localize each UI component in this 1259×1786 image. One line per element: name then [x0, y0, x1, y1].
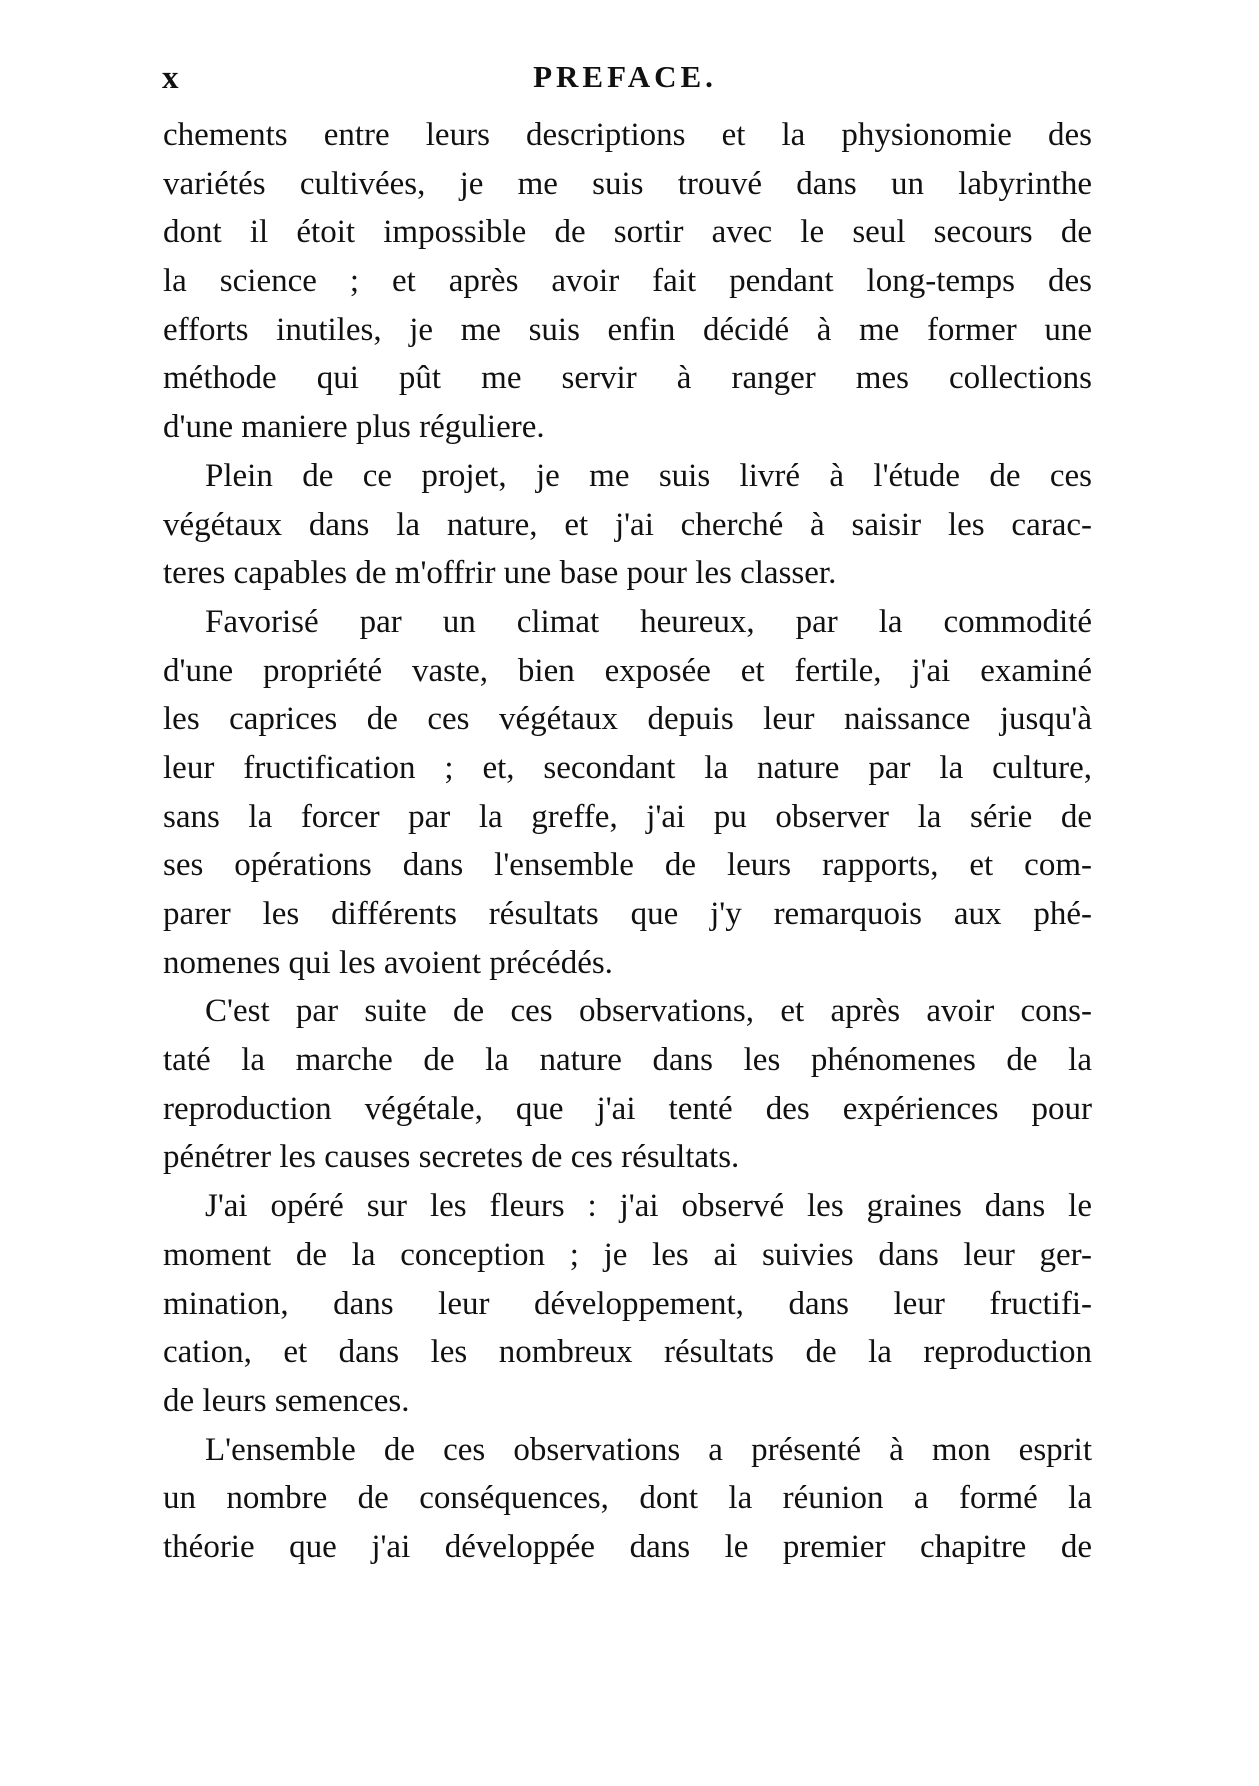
text-line: moment de la conception ; je les ai suivies dans leur ger- — [163, 1236, 1092, 1273]
text-line: parer les différents résultats que j'y remarquois aux phé- — [163, 896, 1092, 932]
text-line: végétaux dans la nature, et j'ai cherché à saisir les carac- — [163, 506, 1092, 543]
text-line: de leurs semences. — [163, 1382, 410, 1419]
text-line: sans la forcer par la greffe, j'ai pu observer la série de — [163, 798, 1092, 835]
text-line: C'est par suite de ces observations, et après avoir cons- — [205, 993, 1092, 1030]
text-line: J'ai opéré sur les fleurs : j'ai observé les graines dans le — [205, 1188, 1092, 1225]
text-line: taté la marche de la nature dans les phénomenes de la — [163, 1042, 1092, 1079]
text-line: un nombre de conséquences, dont la réunion a formé la — [163, 1480, 1092, 1517]
text-line: théorie que j'ai développée dans le premier chapitre de — [163, 1528, 1092, 1565]
page-number: x — [162, 60, 179, 96]
paragraph — [163, 598, 1092, 988]
paragraph — [163, 111, 1092, 452]
body-text — [163, 111, 1092, 1572]
paragraph — [163, 1182, 1092, 1425]
text-line: d'une propriété vaste, bien exposée et fertile, j'ai examiné — [163, 652, 1092, 689]
text-line: teres capables de m'offrir une base pour les classer. — [163, 555, 837, 592]
text-line: Favorisé par un climat heureux, par la commodité — [205, 603, 1092, 640]
text-line: efforts inutiles, je me suis enfin décidé à me former une — [163, 311, 1092, 348]
paragraph — [163, 1426, 1092, 1572]
page-header — [160, 54, 1090, 102]
text-line: reproduction végétale, que j'ai tenté des expériences pour — [163, 1090, 1092, 1127]
paragraph — [163, 987, 1092, 1182]
paragraph — [163, 452, 1092, 598]
text-line: les caprices de ces végétaux depuis leur naissance jusqu'à — [163, 701, 1092, 738]
text-line: dont il étoit impossible de sortir avec le seul secours de — [163, 214, 1092, 251]
text-line: méthode qui pût me servir à ranger mes collections — [163, 360, 1092, 397]
text-line: L'ensemble de ces observations a présenté à mon esprit — [205, 1431, 1092, 1468]
text-line: nomenes qui les avoient précédés. — [163, 944, 613, 981]
text-line: chements entre leurs descriptions et la physionomie des — [163, 117, 1092, 153]
text-line: Plein de ce projet, je me suis livré à l'étude de ces — [205, 457, 1092, 494]
text-line: cation, et dans les nombreux résultats de la reproduction — [163, 1334, 1092, 1371]
running-title: PREFACE. — [533, 59, 717, 94]
text-line: la science ; et après avoir fait pendant long-temps des — [163, 263, 1092, 300]
text-line: ses opérations dans l'ensemble de leurs rapports, et com- — [163, 847, 1092, 884]
text-line: mination, dans leur développement, dans leur fructifi- — [163, 1285, 1092, 1322]
text-line: variétés cultivées, je me suis trouvé dans un labyrinthe — [163, 165, 1092, 202]
text-line: pénétrer les causes secretes de ces résultats. — [163, 1139, 740, 1176]
text-line: leur fructification ; et, secondant la nature par la culture, — [163, 749, 1092, 786]
text-line: d'une maniere plus réguliere. — [163, 409, 545, 446]
